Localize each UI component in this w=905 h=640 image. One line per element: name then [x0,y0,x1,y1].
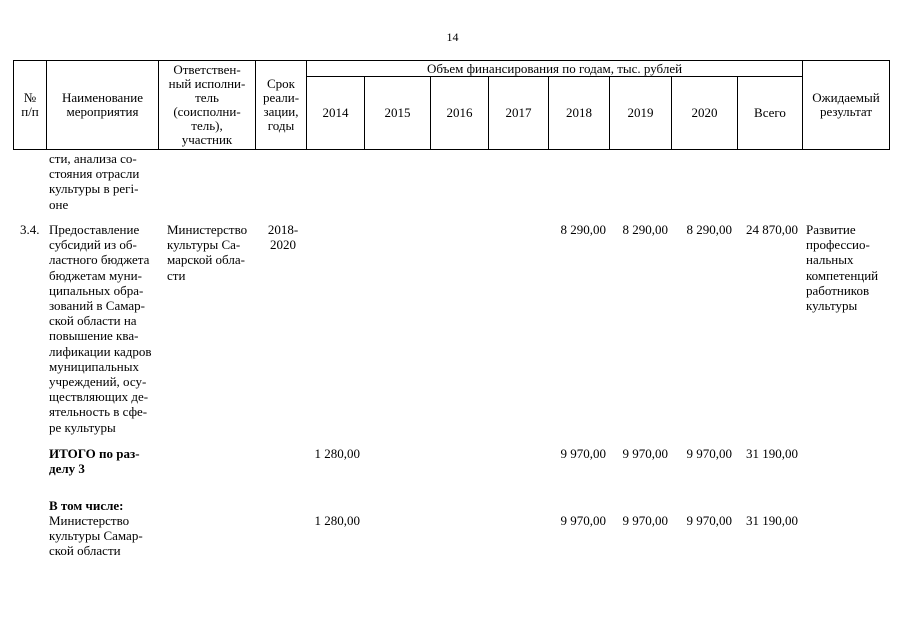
header-year-2017: 2017 [489,77,549,150]
header-year-2014: 2014 [307,77,365,150]
page-number: 14 [446,30,459,44]
incl-name: Министерство культуры Самар- ской области [49,513,143,559]
incl-2020: 9 970,00 [686,513,732,528]
header-executor: Ответствен- ный исполни- тель (соисполни- тель), участник [159,61,256,150]
header-table [13,60,890,150]
incl-label: В том числе: [49,498,124,513]
header-year-2019: 2019 [610,77,672,150]
itogo-label: ИТОГО по раз- делу 3 [49,446,140,477]
header-result: Ожидаемый результат [803,61,890,150]
itogo-2020: 9 970,00 [686,446,732,461]
header-year-2020: 2020 [672,77,738,150]
row-3-4-result: Развитие профессио- нальных компетенций работников культуры [806,222,879,314]
row-3-4-name: Предоставление субсидий из об- ластного бюджета бюджетам муни- ципальных обра- зований в Самар- ской области на повышение ква- лификации кадров муниципальных учреждений, осу- ществляющих де- ятельность в сфе- ре культуры [49,222,152,435]
itogo-2018: 9 970,00 [560,446,606,461]
incl-2014: 1 280,00 [314,513,360,528]
itogo-2014: 1 280,00 [314,446,360,461]
itogo-2019: 9 970,00 [622,446,668,461]
row-3-4-2020: 8 290,00 [686,222,732,237]
itogo-total: 31 190,00 [746,446,798,461]
header-num: № п/п [14,61,47,150]
row-3-4-num: 3.4. [20,222,40,237]
continued-name: сти, анализа со- стояния отрасли культуры в регi- оне [49,151,140,212]
incl-total: 31 190,00 [746,513,798,528]
row-3-4-executor: Министерство культуры Са- марской обла- сти [167,222,248,283]
header-year-2015: 2015 [365,77,431,150]
header-funding: Объем финансирования по годам, тыс. рублей [307,61,803,77]
row-3-4-term: 2018- 2020 [267,222,299,253]
incl-2019: 9 970,00 [622,513,668,528]
row-3-4-total: 24 870,00 [746,222,798,237]
row-3-4-2019: 8 290,00 [622,222,668,237]
row-3-4-2018: 8 290,00 [560,222,606,237]
header-year-2016: 2016 [431,77,489,150]
incl-2018: 9 970,00 [560,513,606,528]
header-total: Всего [738,77,803,150]
header-year-2018: 2018 [549,77,610,150]
header-term: Срок реали- зации, годы [256,61,307,150]
header-name: Наименование мероприятия [47,61,159,150]
